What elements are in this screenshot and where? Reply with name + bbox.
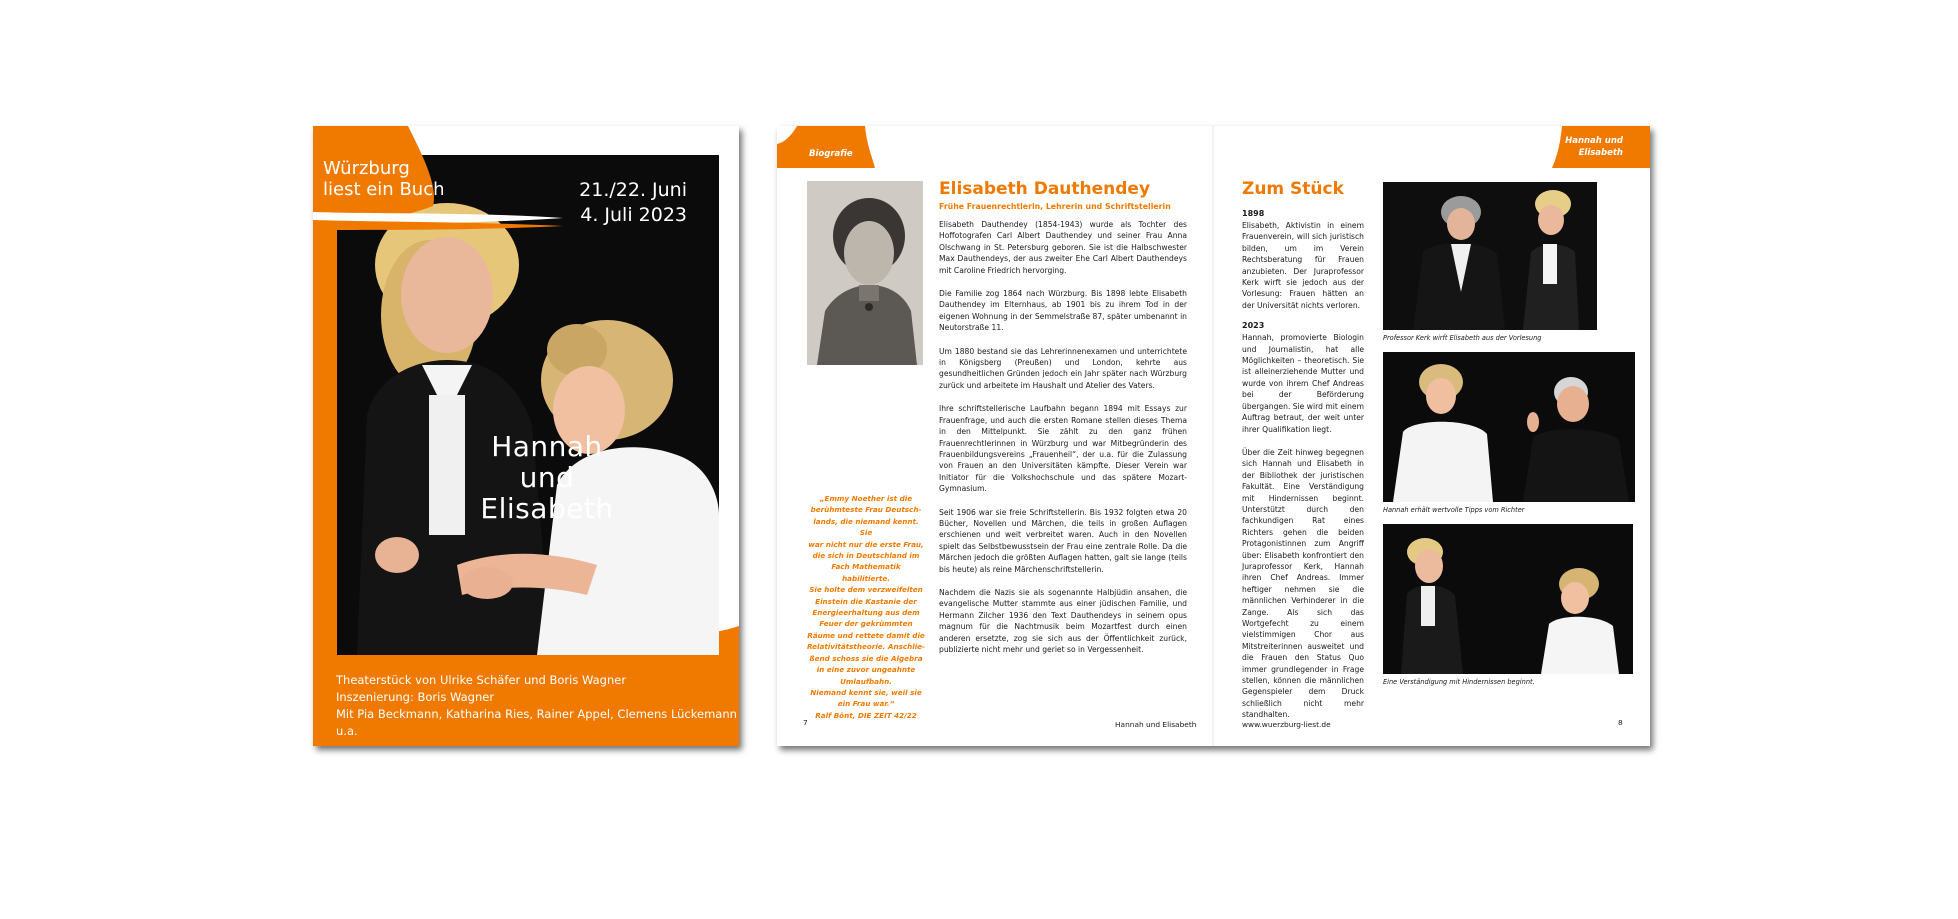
cover-credit-line: Theaterstück von Ulrike Schäfer und Boris Wagner (336, 673, 627, 687)
scene-photo-2 (1383, 352, 1635, 502)
scene-photo-3-illustration (1383, 524, 1633, 674)
section-tab-line: Elisabeth (1578, 148, 1623, 158)
quote-author: Ralf Bönt, DIE ZEIT 42/22 (815, 710, 917, 720)
cover-title-line: Hannah (491, 430, 603, 463)
brochure-spread (777, 126, 1650, 746)
biography-paragraph: Ihre schriftstellerische Laufbahn begann 1894 mit Essays zur Frauenfrage, und auch die ersten Romane stellen dieses Thema in den Mittelpunkt. Sie zählt zu den ganz frühen Frauenrechtlerinnen in Würzburg und war Mitbegründerin des Frauenbildungsvereins „Frauenheil“, der u.a. für die Zulassung von Frauen an den Universitäten kämpfte. Dieser Verein war Initiator für die Volkshochschule und das spätere Mozart-Gymnasium. (939, 404, 1187, 494)
cover-date-line: 21./22. Juni (579, 179, 687, 201)
biography-paragraph: Elisabeth Dauthendey (1854-1943) wurde als Tochter des Hoffotografen Carl Albert Dauthendey und seiner Frau Anna Olschwang in St. Petersburg geboren. Sie ist die Halbschwester Max Dauthendeys, der aus zweiter Ehe Carl Albert Dauthendeys mit Caroline Friedrich hervorging. (939, 220, 1187, 275)
cover-dates (579, 178, 687, 228)
scene-caption-3: Eine Verständigung mit Hindernissen beginnt. (1383, 678, 1535, 686)
quote-line: ein Frau war.“ (837, 699, 895, 709)
biography-paragraph: Um 1880 bestand sie das Lehrerinnenexamen und unterrichtete in Königsberg (Preußen) und London, kehrte aus gesundheitlichen Gründen jedoch ein Jahr später nach Würzburg zurück und arbeitete im Haushalt und Atelier des Vaters. (939, 346, 1187, 390)
year-label: 2023 (1242, 321, 1265, 331)
cover-credit-line: Mit Pia Beckmann, Katharina Ries, Rainer Appel, Clemens Lückemann u.a. (336, 707, 737, 738)
quote-line: war nicht nur die erste Frau, (808, 539, 924, 549)
section-tab-biografie: Biografie (809, 149, 853, 159)
quote-line: berühmteste Frau Deutsch- (810, 505, 922, 515)
biography-paragraph: Seit 1906 war sie freie Schriftstellerin. Bis 1932 folgten etwa 20 Bücher, Novellen und Märchen, die teils in großen Auflagen erschienen und weit verbreitet waren. Auch in den Novellen spielt das Selbstbewusstsein der Frau eine zentrale Rolle. Da die Märchen jedoch die größten Auflagen hatten, galt sie lange (teils bis heute) als reine Märchenschriftstellerin. (939, 507, 1187, 574)
portrait-photo (807, 181, 923, 365)
cover-brand-line: liest ein Buch (323, 179, 445, 200)
quote-line: Energieerhaltung aus dem (812, 608, 920, 618)
cover-title-line: Elisabeth (480, 492, 614, 525)
quote-line: Niemand kennt sie, weil sie (810, 687, 922, 697)
cover-page (313, 126, 739, 746)
cover-brand (323, 158, 445, 200)
biography-paragraph: Nachdem die Nazis sie als sogenannte Halbjüdin ansahen, die evangelische Mutter stammte aus einer jüdischen Familie, und Hermann Zilcher 1936 den Text Dauthendeys in seinem opus magnum für die Nachtmusik beim Mozartfest durch einen anderen ersetzte, zog sie sich aus der Öffentlichkeit zurück, publizierte nicht mehr und geriet so in Vergessenheit. (939, 587, 1187, 654)
cover-title (447, 431, 647, 524)
quote-line: Feuer der gekrümmten (819, 619, 913, 629)
quote-line: lands, die niemand kennt. Sie (813, 516, 919, 538)
scene-photo-1 (1383, 182, 1597, 330)
section-tab-title (1565, 135, 1623, 159)
play-heading: Zum Stück (1242, 179, 1344, 199)
biography-paragraph: Die Familie zog 1864 nach Würzburg. Bis 1898 lebte Elisabeth Dauthendey im Elternhaus, ab 1901 bis zu ihrem Tod in der eigenen Wohnung in der Semmelstraße 87, später umbenannt in Neutorstraße 11. (939, 289, 1187, 333)
scene-caption-1: Professor Kerk wirft Elisabeth aus der Vorlesung (1383, 334, 1542, 342)
biography-column (939, 179, 1187, 655)
section-tab-line: Hannah und (1565, 136, 1623, 146)
quote-line: Umlaufbahn. (840, 676, 892, 686)
quote-line: in eine zuvor ungeahnte (816, 665, 916, 675)
cover-brand-line: Würzburg (323, 158, 410, 179)
cover-title-line: und (519, 461, 575, 494)
cover-credit-line: Inszenierung: Boris Wagner (336, 690, 495, 704)
quote-line: Relativitätstheorie. Anschlie- (807, 642, 926, 652)
scene-photo-1-illustration (1383, 182, 1597, 330)
pull-quote (807, 493, 925, 721)
play-paragraph: Elisabeth, Aktivistin in einem Frauenverein, will sich juristisch bilden, um im Verein Rechtsberatung für Frauen anzubieten. Der Juraprofessor Kerk wirft sie jedoch aus der Vorlesung: Frauen hätten an der Universität nichts verloren. (1242, 221, 1364, 310)
quote-line: Fach Mathematik habilitierte. (831, 562, 901, 583)
quote-line: Einstein die Kastanie der (815, 596, 917, 606)
biography-subheading: Frühe Frauenrechtlerin, Lehrerin und Schriftstellerin (939, 202, 1171, 211)
footer-title: Hannah und Elisabeth (1115, 720, 1197, 729)
cover-date-line: 4. Juli 2023 (580, 204, 687, 226)
portrait-illustration (807, 181, 923, 365)
quote-line: Räume und rettete damit die (807, 630, 925, 640)
scene-photo-3 (1383, 524, 1633, 674)
quote-line: „Emmy Noether ist die (819, 494, 913, 503)
cover-credits (336, 672, 739, 740)
quote-line: die sich in Deutschland im (812, 551, 920, 561)
page-number-right: 8 (1618, 718, 1623, 727)
quote-line: ßend schoss sie die Algebra (809, 653, 923, 663)
scene-photo-2-illustration (1383, 352, 1635, 502)
play-paragraph: Über die Zeit hinweg begegnen sich Hannah und Elisabeth in der Bibliothek der juristischen Fakultät. Eine Verständigung mit Hindernissen beginnt. Unterstützt durch den fachkundigen Rat eines Richters gehen die beiden Protagonistinnen zum Angriff über: Elisabeth konfrontiert den Juraprofessor Kerk, Hannah ihren Chef Andreas. Immer heftiger nehmen sie die männlichen Verhinderer in die Zange. Als sich das Wortgefecht zu einem vielstimmigen Chor aus Mitstreiterinnen ausweitet und die Frauen den Status Quo immer grundlegender in Frage stellen, können die männlichen Gegenspieler dem Druck schließlich nicht mehr standhalten. (1242, 447, 1364, 720)
play-paragraph: Hannah, promovierte Biologin und Journalistin, hat alle Möglichkeiten – theoretisch. Sie ist alleinerziehende Mutter und wurde von ihrem Chef Andreas bei der Beförderung übergangen. Sie wird mit einem Auftrag betraut, der weit unter ihrer Qualifikation liegt. (1242, 333, 1364, 434)
play-summary-column (1242, 179, 1364, 721)
footer-url[interactable]: www.wuerzburg-liest.de (1242, 720, 1331, 729)
scene-caption-2: Hannah erhält wertvolle Tipps vom Richter (1383, 506, 1525, 514)
biography-heading: Elisabeth Dauthendey (939, 179, 1151, 199)
quote-line: Sie holte dem verzweifelten (809, 585, 923, 595)
year-label: 1898 (1242, 209, 1265, 218)
page-number-left: 7 (803, 718, 808, 727)
